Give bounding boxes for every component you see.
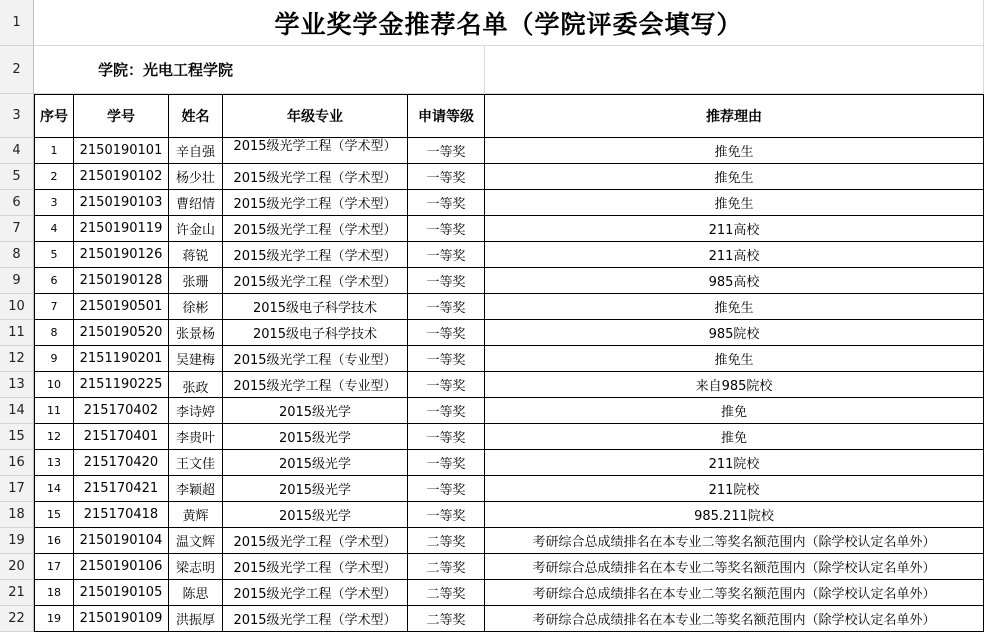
sheet-title[interactable]: 学业奖学金推荐名单（学院评委会填写）: [34, 0, 984, 46]
cell-name[interactable]: 曹绍情: [169, 190, 223, 216]
table-row: [0, 164, 984, 190]
cell-name[interactable]: 王文佳: [169, 450, 223, 476]
cell-major[interactable]: 2015级光学工程（学术型）: [223, 580, 408, 606]
cell-seq[interactable]: 5: [34, 242, 74, 268]
cell-reason[interactable]: 推免生: [485, 164, 984, 190]
row-header[interactable]: 6: [0, 190, 34, 216]
cell-grade[interactable]: 一等奖: [408, 450, 485, 476]
cell-student-id[interactable]: 215170402: [74, 398, 169, 424]
cell-reason[interactable]: 来自985院校: [485, 372, 984, 398]
table-row: [0, 580, 984, 606]
cell-name[interactable]: 黄辉: [169, 502, 223, 528]
table-row: [0, 372, 984, 398]
row-header[interactable]: 17: [0, 476, 34, 502]
cell-student-id[interactable]: 215170420: [74, 450, 169, 476]
cell-major[interactable]: 2015级电子科学技术: [223, 320, 408, 346]
cell-seq[interactable]: 10: [34, 372, 74, 398]
cell-student-id[interactable]: 2151190225: [74, 372, 169, 398]
cell-reason[interactable]: 推免生: [485, 138, 984, 164]
cell-student-id[interactable]: 2151190201: [74, 346, 169, 372]
row-header[interactable]: 20: [0, 554, 34, 580]
cell-reason[interactable]: 考研综合总成绩排名在本专业二等奖名额范围内（除学校认定名单外）: [485, 580, 984, 606]
cell-student-id[interactable]: 2150190119: [74, 216, 169, 242]
cell-student-id[interactable]: 2150190106: [74, 554, 169, 580]
cell-grade[interactable]: 一等奖: [408, 502, 485, 528]
table-row: [0, 216, 984, 242]
cell-grade[interactable]: 二等奖: [408, 580, 485, 606]
cell-major[interactable]: 2015级光学工程（学术型）: [223, 190, 408, 216]
cell-reason[interactable]: 985院校: [485, 320, 984, 346]
cell-seq[interactable]: 19: [34, 606, 74, 632]
cell-seq[interactable]: 8: [34, 320, 74, 346]
cell-reason[interactable]: 211院校: [485, 476, 984, 502]
cell-seq[interactable]: 4: [34, 216, 74, 242]
cell-student-id[interactable]: 215170421: [74, 476, 169, 502]
cell-major[interactable]: 2015级光学工程（学术型）: [223, 268, 408, 294]
cell-major[interactable]: 2015级光学工程（学术型）: [223, 164, 408, 190]
row-header[interactable]: 8: [0, 242, 34, 268]
table-row: [0, 138, 984, 164]
cell-seq[interactable]: 1: [34, 138, 74, 164]
cell-seq[interactable]: 9: [34, 346, 74, 372]
cell-reason[interactable]: 推免: [485, 424, 984, 450]
row-header[interactable]: 16: [0, 450, 34, 476]
cell-grade[interactable]: 一等奖: [408, 346, 485, 372]
row-header[interactable]: 19: [0, 528, 34, 554]
cell-name[interactable]: 徐彬: [169, 294, 223, 320]
cell-student-id[interactable]: 215170418: [74, 502, 169, 528]
cell-reason[interactable]: 考研综合总成绩排名在本专业二等奖名额范围内（除学校认定名单外）: [485, 554, 984, 580]
cell-major[interactable]: 2015级光学: [223, 502, 408, 528]
table-row: [0, 190, 984, 216]
cell-name[interactable]: 陈思: [169, 580, 223, 606]
cell-grade[interactable]: 一等奖: [408, 190, 485, 216]
cell-reason[interactable]: 推免生: [485, 346, 984, 372]
cell-name[interactable]: 杨少壮: [169, 164, 223, 190]
table-row: [0, 320, 984, 346]
cell-major[interactable]: 2015级光学: [223, 450, 408, 476]
cell-student-id[interactable]: 215170401: [74, 424, 169, 450]
cell-student-id[interactable]: 2150190126: [74, 242, 169, 268]
cell-grade[interactable]: 二等奖: [408, 554, 485, 580]
table-row: [0, 502, 984, 528]
cell-reason[interactable]: 985.211院校: [485, 502, 984, 528]
table-row: [0, 424, 984, 450]
cell-grade[interactable]: 一等奖: [408, 242, 485, 268]
cell-major[interactable]: 2015级光学工程（学术型）: [223, 554, 408, 580]
cell-major[interactable]: 2015级光学工程（学术型）: [223, 528, 408, 554]
cell-reason[interactable]: 211高校: [485, 242, 984, 268]
cell-seq[interactable]: 15: [34, 502, 74, 528]
cell-name[interactable]: 张景杨: [169, 320, 223, 346]
cell-grade[interactable]: 一等奖: [408, 216, 485, 242]
row-header[interactable]: 10: [0, 294, 34, 320]
cell-name[interactable]: 蒋锐: [169, 242, 223, 268]
header-grade[interactable]: 申请等级: [408, 94, 485, 138]
cell-seq[interactable]: 13: [34, 450, 74, 476]
row-header[interactable]: 7: [0, 216, 34, 242]
cell-name[interactable]: 张政: [169, 372, 223, 398]
college-row: [0, 46, 984, 94]
cell-grade[interactable]: 一等奖: [408, 398, 485, 424]
row-header[interactable]: 2: [0, 46, 34, 94]
cell-student-id[interactable]: 2150190128: [74, 268, 169, 294]
row-header[interactable]: 3: [0, 94, 34, 138]
cell-major[interactable]: 2015级电子科学技术: [223, 294, 408, 320]
cell-reason[interactable]: 推免: [485, 398, 984, 424]
cell-student-id[interactable]: 2150190101: [74, 138, 169, 164]
cell-grade[interactable]: 一等奖: [408, 294, 485, 320]
cell-name[interactable]: 梁志明: [169, 554, 223, 580]
cell-major[interactable]: 2015级光学: [223, 398, 408, 424]
cell-seq[interactable]: 2: [34, 164, 74, 190]
cell-major[interactable]: 2015级光学工程（专业型）: [223, 346, 408, 372]
title-row: [0, 0, 984, 46]
row-header[interactable]: 21: [0, 580, 34, 606]
cell-name[interactable]: 吴建梅: [169, 346, 223, 372]
cell-major[interactable]: 2015级光学工程（专业型）: [223, 372, 408, 398]
table-row: [0, 398, 984, 424]
cell-seq[interactable]: 6: [34, 268, 74, 294]
cell-major[interactable]: 2015级光学: [223, 476, 408, 502]
cell-reason[interactable]: 推免生: [485, 190, 984, 216]
cell-reason[interactable]: 985高校: [485, 268, 984, 294]
cell-grade[interactable]: 一等奖: [408, 164, 485, 190]
header-major[interactable]: 年级专业: [223, 94, 408, 138]
cell-grade[interactable]: 一等奖: [408, 424, 485, 450]
cell-name[interactable]: 辛自强: [169, 138, 223, 164]
cell-major[interactable]: 2015级光学工程（学术型）: [223, 606, 408, 632]
row-header[interactable]: 15: [0, 424, 34, 450]
row-header[interactable]: 4: [0, 138, 34, 164]
cell-reason[interactable]: 211院校: [485, 450, 984, 476]
cell-seq[interactable]: 18: [34, 580, 74, 606]
cell-seq[interactable]: 14: [34, 476, 74, 502]
header-row: [0, 94, 984, 138]
cell-seq[interactable]: 3: [34, 190, 74, 216]
cell-student-id[interactable]: 2150190103: [74, 190, 169, 216]
cell-grade[interactable]: 二等奖: [408, 528, 485, 554]
table-row: [0, 476, 984, 502]
table-row: [0, 242, 984, 268]
cell-name[interactable]: 李诗婷: [169, 398, 223, 424]
header-name[interactable]: 姓名: [169, 94, 223, 138]
row-header[interactable]: 14: [0, 398, 34, 424]
empty-cell[interactable]: [485, 46, 984, 94]
row-header[interactable]: 5: [0, 164, 34, 190]
cell-grade[interactable]: 一等奖: [408, 476, 485, 502]
table-row: [0, 346, 984, 372]
cell-major[interactable]: 2015级光学工程（学术型）: [223, 216, 408, 242]
table-row: [0, 294, 984, 320]
cell-name[interactable]: 温文辉: [169, 528, 223, 554]
table-row: [0, 528, 984, 554]
row-header[interactable]: 22: [0, 606, 34, 632]
cell-student-id[interactable]: 2150190109: [74, 606, 169, 632]
header-student-id[interactable]: 学号: [74, 94, 169, 138]
cell-seq[interactable]: 16: [34, 528, 74, 554]
cell-seq[interactable]: 17: [34, 554, 74, 580]
cell-seq[interactable]: 12: [34, 424, 74, 450]
cell-name[interactable]: 洪振厚: [169, 606, 223, 632]
cell-name[interactable]: 张珊: [169, 268, 223, 294]
row-header[interactable]: 1: [0, 0, 34, 46]
cell-seq[interactable]: 11: [34, 398, 74, 424]
cell-grade[interactable]: 一等奖: [408, 320, 485, 346]
table-row: [0, 554, 984, 580]
row-header[interactable]: 13: [0, 372, 34, 398]
cell-major[interactable]: 2015级光学工程（学术型）: [223, 242, 408, 268]
cell-seq[interactable]: 7: [34, 294, 74, 320]
cell-name[interactable]: 许金山: [169, 216, 223, 242]
cell-major[interactable]: 2015级光学: [223, 424, 408, 450]
cell-major[interactable]: 2015级光学工程（学术型）: [223, 138, 408, 164]
cell-student-id[interactable]: 2150190104: [74, 528, 169, 554]
header-seq[interactable]: 序号: [34, 94, 74, 138]
cell-name[interactable]: 李贵叶: [169, 424, 223, 450]
row-header[interactable]: 12: [0, 346, 34, 372]
cell-grade[interactable]: 二等奖: [408, 606, 485, 632]
cell-grade[interactable]: 一等奖: [408, 268, 485, 294]
cell-name[interactable]: 李颖超: [169, 476, 223, 502]
cell-grade[interactable]: 一等奖: [408, 138, 485, 164]
row-header[interactable]: 18: [0, 502, 34, 528]
cell-grade[interactable]: 一等奖: [408, 372, 485, 398]
cell-student-id[interactable]: 2150190105: [74, 580, 169, 606]
cell-student-id[interactable]: 2150190520: [74, 320, 169, 346]
table-row: [0, 606, 984, 632]
college-label[interactable]: 学院：光电工程学院: [34, 46, 485, 94]
table-row: [0, 450, 984, 476]
cell-reason[interactable]: 考研综合总成绩排名在本专业二等奖名额范围内（除学校认定名单外）: [485, 528, 984, 554]
cell-student-id[interactable]: 2150190102: [74, 164, 169, 190]
row-header[interactable]: 9: [0, 268, 34, 294]
cell-reason[interactable]: 211高校: [485, 216, 984, 242]
cell-reason[interactable]: 推免生: [485, 294, 984, 320]
header-reason[interactable]: 推荐理由: [485, 94, 984, 138]
row-header[interactable]: 11: [0, 320, 34, 346]
table-row: [0, 268, 984, 294]
cell-reason[interactable]: 考研综合总成绩排名在本专业二等奖名额范围内（除学校认定名单外）: [485, 606, 984, 632]
cell-student-id[interactable]: 2150190501: [74, 294, 169, 320]
